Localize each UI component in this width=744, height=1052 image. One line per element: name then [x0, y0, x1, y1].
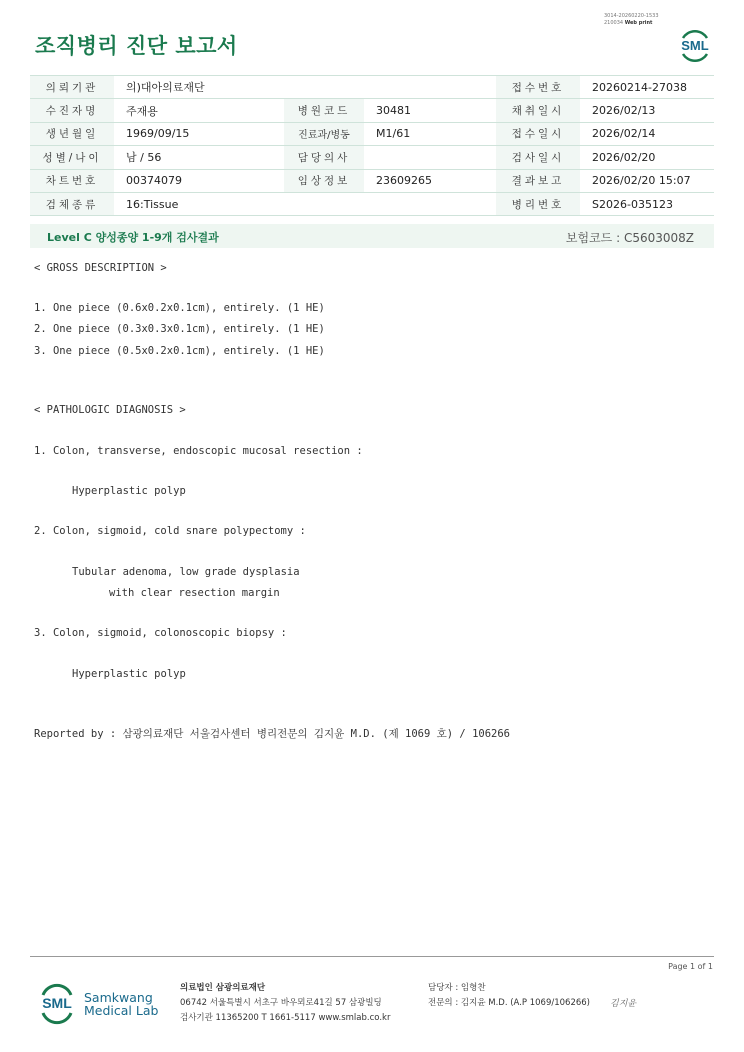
value-result-report: 2026/02/20 15:07 [580, 169, 714, 192]
label-sex-age: 성별/나이 [30, 146, 114, 169]
svg-text:SML: SML [42, 995, 72, 1011]
info-row [30, 169, 714, 192]
staff-label: 담당자 : [428, 983, 459, 993]
report-title: 조직병리 진단 보고서 [35, 34, 238, 58]
value-hospital-code: 30481 [364, 99, 496, 122]
value-pathology-no: S2026-035123 [580, 192, 714, 215]
label-birth-date: 생년월일 [30, 122, 114, 145]
doctor-label: 전문의 : [428, 998, 459, 1008]
print-code-line1: 3014-20260220-1533 [604, 13, 659, 19]
label-hospital-code: 병원코드 [284, 99, 364, 122]
value-department: M1/61 [364, 122, 496, 145]
patient-info-table [30, 75, 714, 216]
value-birth-date: 1969/09/15 [114, 122, 284, 145]
info-row [30, 99, 714, 122]
value-physician [364, 146, 496, 169]
sml-footer-logo-icon [37, 980, 77, 1026]
gross-item-1: 1. One piece (0.6x0.2x0.1cm), entirely. (1 HE) [34, 302, 325, 314]
page-number: Page 1 of 1 [668, 962, 713, 971]
svg-text:SML: SML [681, 38, 709, 53]
diagnosis-1-site: 1. Colon, transverse, endoscopic mucosal resection : [34, 445, 363, 457]
info-row [30, 146, 714, 169]
footer-staff-info [428, 981, 590, 1011]
footer-brand [84, 991, 158, 1017]
label-physician: 담당의사 [284, 146, 364, 169]
footer-org-info [180, 981, 390, 1026]
value-clinical-info: 23609265 [364, 169, 496, 192]
staff-name: 임형찬 [460, 983, 486, 993]
brand-line-1: Samkwang [84, 990, 153, 1005]
gross-item-2: 2. One piece (0.3x0.3x0.1cm), entirely. (1 HE) [34, 323, 325, 335]
label-receipt-date: 접수일시 [496, 122, 580, 145]
insurance-code: 보험코드 : C5603008Z [565, 231, 694, 245]
reported-by: Reported by : 삼광의료재단 서울검사센터 병리전문의 김지윤 M.D. (제 1069 호) / 106266 [34, 728, 511, 740]
level-title: Level C 양성종양 1-9개 검사결과 [47, 231, 219, 244]
value-sex-age: 남 / 56 [114, 146, 284, 169]
value-collection-date: 2026/02/13 [580, 99, 714, 122]
brand-line-2: Medical Lab [84, 1003, 159, 1018]
label-chart-no: 차트번호 [30, 169, 114, 192]
footer-address: 06742 서울특별시 서초구 바우뫼로41길 57 삼광빌딩 [180, 998, 382, 1008]
label-patient-name: 수진자명 [30, 99, 114, 122]
diagnosis-1-result: Hyperplastic polyp [72, 485, 186, 497]
diagnosis-2-margin: with clear resection margin [109, 587, 280, 599]
print-code-line2: 210034 [604, 20, 624, 26]
label-department: 진료과/병동 [284, 122, 364, 145]
diagnosis-3-result: Hyperplastic polyp [72, 668, 186, 680]
value-patient-name: 주재용 [114, 99, 284, 122]
doctor-name: 김지윤 M.D. (A.P 1069/106266) [460, 998, 590, 1008]
label-result-report: 결과보고 [496, 169, 580, 192]
diagnosis-2-site: 2. Colon, sigmoid, cold snare polypectomy : [34, 525, 306, 537]
info-row [30, 122, 714, 145]
footer-contact: 검사기관 11365200 T 1661-5117 www.smlab.co.kr [180, 1013, 391, 1023]
diagnosis-3-site: 3. Colon, sigmoid, colonoscopic biopsy : [34, 627, 287, 639]
footer-divider [30, 956, 714, 957]
label-specimen-type: 검체종류 [30, 192, 114, 215]
gross-item-3: 3. One piece (0.5x0.2x0.1cm), entirely. (1 HE) [34, 345, 325, 357]
info-row [30, 192, 714, 215]
diagnosis-heading: < PATHOLOGIC DIAGNOSIS > [34, 404, 186, 416]
value-requesting-org: 의)대아의료재단 [114, 76, 496, 99]
value-receipt-no: 20260214-27038 [580, 76, 714, 99]
label-receipt-no: 접수번호 [496, 76, 580, 99]
info-row [30, 76, 714, 99]
label-test-date: 검사일시 [496, 146, 580, 169]
print-code [604, 13, 659, 27]
label-collection-date: 채취일시 [496, 99, 580, 122]
value-specimen-type: 16:Tissue [114, 192, 496, 215]
footer-org-name: 의료법인 삼광의료재단 [180, 983, 266, 993]
value-receipt-date: 2026/02/14 [580, 122, 714, 145]
label-pathology-no: 병리번호 [496, 192, 580, 215]
value-test-date: 2026/02/20 [580, 146, 714, 169]
gross-heading: < GROSS DESCRIPTION > [34, 262, 167, 274]
label-clinical-info: 임상정보 [284, 169, 364, 192]
sml-logo-icon [675, 24, 715, 64]
diagnosis-2-result: Tubular adenoma, low grade dysplasia [72, 566, 300, 578]
web-print-label: Web print [624, 20, 653, 26]
label-requesting-org: 의뢰기관 [30, 76, 114, 99]
doctor-signature: 김지윤 [610, 999, 637, 1009]
value-chart-no: 00374079 [114, 169, 284, 192]
